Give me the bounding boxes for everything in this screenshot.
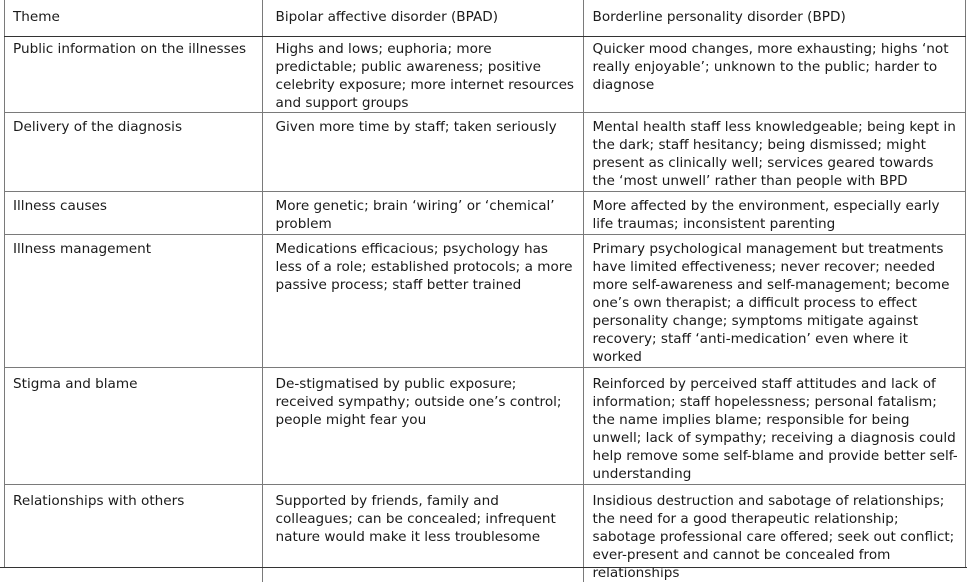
comparison-table [4, 0, 966, 582]
bpad-cell: Medications efficacious; psychology has less of a role; established protocols; a more passive process; staff better trained [262, 235, 583, 368]
header-row [4, 0, 966, 37]
theme-cell: Relationships with others [4, 485, 262, 582]
table-row [4, 37, 966, 113]
bpd-cell: Primary psychological management but treatments have limited effectiveness; never recover; needed more self-awareness and self-management; become one’s own therapist; a difficult process to effect personality change; symptoms mitigate against recovery; staff ‘anti-medication’ even where it worked [583, 235, 966, 368]
bpd-cell: Insidious destruction and sabotage of relationships; the need for a good therapeutic relationship; sabotage professional care offered; seek out conflict; ever-present and cannot be concealed from relationships [583, 485, 966, 582]
table-row [4, 235, 966, 368]
bpd-cell: Quicker mood changes, more exhausting; highs ‘not really enjoyable’; unknown to the public; harder to diagnose [583, 37, 966, 113]
table-row [4, 368, 966, 485]
theme-cell: Illness management [4, 235, 262, 368]
bpad-cell: Given more time by staff; taken seriously [262, 113, 583, 192]
bpad-cell: Highs and lows; euphoria; more predictable; public awareness; positive celebrity exposure; more internet resources and support groups [262, 37, 583, 113]
table-body [4, 37, 966, 582]
header-bpd: Borderline personality disorder (BPD) [583, 0, 966, 37]
bpad-cell: More genetic; brain ‘wiring’ or ‘chemical’ problem [262, 192, 583, 235]
header-bpad: Bipolar affective disorder (BPAD) [262, 0, 583, 37]
theme-cell: Public information on the illnesses [4, 37, 262, 113]
header-theme: Theme [4, 0, 262, 37]
theme-cell: Stigma and blame [4, 368, 262, 485]
bpad-cell: Supported by friends, family and colleagues; can be concealed; infrequent nature would make it less troublesome [262, 485, 583, 582]
table-header [4, 0, 966, 37]
table-row [4, 113, 966, 192]
theme-cell: Delivery of the diagnosis [4, 113, 262, 192]
comparison-table-container [4, 0, 966, 582]
theme-cell: Illness causes [4, 192, 262, 235]
bpd-cell: Mental health staff less knowledgeable; being kept in the dark; staff hesitancy; being dismissed; might present as clinically well; services geared towards the ‘most unwell’ rather than people with BPD [583, 113, 966, 192]
table-bottom-rule [0, 567, 967, 568]
table-row [4, 192, 966, 235]
bpd-cell: More affected by the environment, especially early life traumas; inconsistent parenting [583, 192, 966, 235]
bpad-cell: De-stigmatised by public exposure; received sympathy; outside one’s control; people might fear you [262, 368, 583, 485]
bpd-cell: Reinforced by perceived staff attitudes and lack of information; staff hopelessness; personal fatalism; the name implies blame; responsible for being unwell; lack of sympathy; receiving a diagnosis could help remove some self-blame and provide better self-understanding [583, 368, 966, 485]
